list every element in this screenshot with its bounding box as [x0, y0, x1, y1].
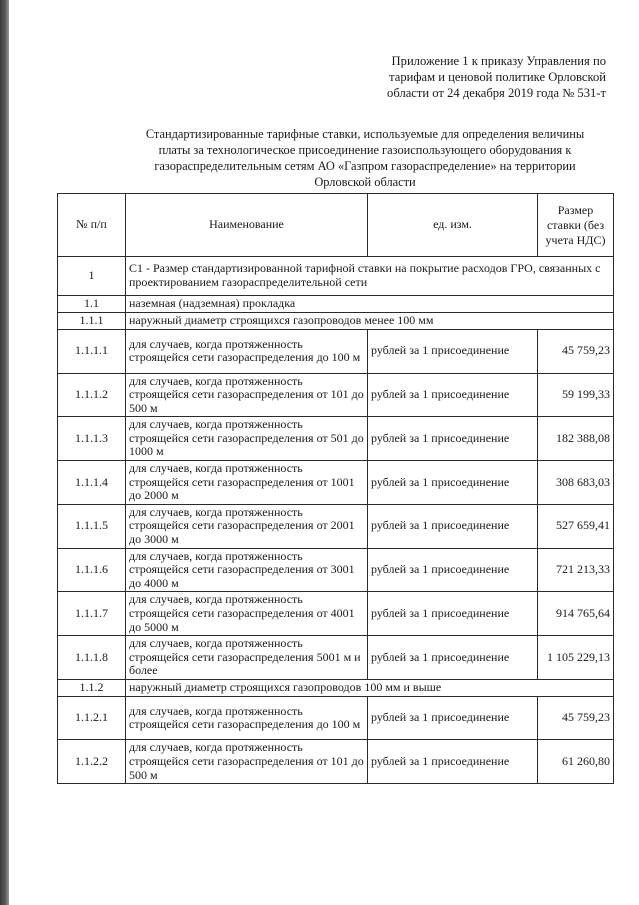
row-value: 1 105 229,13	[538, 636, 614, 680]
row-value: 45 759,23	[538, 330, 614, 374]
appendix-note	[366, 53, 606, 101]
row-value: 182 388,08	[538, 417, 614, 461]
row-num: 1.1.1.5	[58, 504, 126, 548]
row-name: для случаев, когда протяженность строящейся сети газораспределения от 3001 до 4000 м	[126, 548, 368, 592]
row-name: для случаев, когда протяженность строящейся сети газораспределения 5001 м и более	[126, 636, 368, 680]
row-num: 1.1.1.1	[58, 330, 126, 374]
row-value: 721 213,33	[538, 548, 614, 592]
table-row	[58, 330, 614, 374]
row-num: 1.1.1.2	[58, 373, 126, 417]
title-line: Орловской области	[314, 175, 416, 189]
header-rate-line: Размер	[557, 202, 594, 217]
table-row	[58, 548, 614, 592]
row-name: для случаев, когда протяженность строящейся сети газораспределения от 101 до 500 м	[126, 373, 368, 417]
row-unit: рублей за 1 присоединение	[368, 330, 538, 374]
row-value: 914 765,64	[538, 592, 614, 636]
group-row	[58, 313, 614, 330]
row-num: 1.1.1.6	[58, 548, 126, 592]
table-row	[58, 373, 614, 417]
row-unit: рублей за 1 присоединение	[368, 373, 538, 417]
section-row	[58, 257, 614, 296]
row-value: 61 260,80	[538, 740, 614, 784]
header-rate-line: ставки (без	[546, 217, 605, 232]
row-name: для случаев, когда протяженность строящейся сети газораспределения до 100 м	[126, 696, 368, 740]
header-num: № п/п	[58, 194, 126, 257]
tariff-table	[57, 193, 614, 784]
row-name: для случаев, когда протяженность строящейся сети газораспределения от 501 до 1000 м	[126, 417, 368, 461]
row-value: 308 683,03	[538, 461, 614, 505]
section-text: С1 - Размер стандартизированной тарифной ставки на покрытие расходов ГРО, связанных с проектированием газораспределительной сети	[126, 257, 614, 296]
table-row	[58, 461, 614, 505]
document-title	[118, 126, 612, 190]
row-name: для случаев, когда протяженность строящейся сети газораспределения от 1001 до 2000 м	[126, 461, 368, 505]
subsection-text: наземная (надземная) прокладка	[126, 296, 614, 313]
title-line: Стандартизированные тарифные ставки, используемые для определения величины	[145, 127, 585, 141]
row-name: для случаев, когда протяженность строящейся сети газораспределения от 101 до 500 м	[126, 740, 368, 784]
appendix-line: области от 24 декабря 2019 года № 531-т	[387, 86, 606, 100]
row-unit: рублей за 1 присоединение	[368, 548, 538, 592]
group-row	[58, 679, 614, 696]
table-row	[58, 417, 614, 461]
row-name: для случаев, когда протяженность строящейся сети газораспределения до 100 м	[126, 330, 368, 374]
appendix-line: Приложение 1 к приказу Управления по	[391, 54, 606, 68]
row-name: для случаев, когда протяженность строящейся сети газораспределения от 4001 до 5000 м	[126, 592, 368, 636]
table-row	[58, 740, 614, 784]
row-value: 45 759,23	[538, 696, 614, 740]
table-row	[58, 504, 614, 548]
title-line: платы за технологическое присоединение газоиспользующего оборудования к	[158, 143, 572, 157]
header-rate-line: учета НДС)	[545, 232, 606, 247]
row-num: 1.1.1.7	[58, 592, 126, 636]
row-unit: рублей за 1 присоединение	[368, 740, 538, 784]
section-num: 1	[58, 257, 126, 296]
row-num: 1.1.2.2	[58, 740, 126, 784]
row-num: 1.1.1.8	[58, 636, 126, 680]
header-rate	[538, 194, 614, 257]
scan-edge	[0, 0, 9, 905]
group-num: 1.1.1	[58, 313, 126, 330]
group-text: наружный диаметр строящихся газопроводов 100 мм и выше	[126, 679, 614, 696]
row-unit: рублей за 1 присоединение	[368, 461, 538, 505]
subsection-num: 1.1	[58, 296, 126, 313]
group-num: 1.1.2	[58, 679, 126, 696]
group-text: наружный диаметр строящихся газопроводов менее 100 мм	[126, 313, 614, 330]
row-name: для случаев, когда протяженность строящейся сети газораспределения от 2001 до 3000 м	[126, 504, 368, 548]
appendix-line: тарифам и ценовой политике Орловской	[389, 70, 606, 84]
table-row	[58, 636, 614, 680]
table-row	[58, 592, 614, 636]
table-header-row	[58, 194, 614, 257]
row-value: 59 199,33	[538, 373, 614, 417]
header-unit: ед. изм.	[368, 194, 538, 257]
title-line: газораспределительным сетям АО «Газпром газораспределение» на территории	[154, 159, 576, 173]
row-value: 527 659,41	[538, 504, 614, 548]
table-row	[58, 696, 614, 740]
row-unit: рублей за 1 присоединение	[368, 592, 538, 636]
row-num: 1.1.1.4	[58, 461, 126, 505]
row-num: 1.1.2.1	[58, 696, 126, 740]
header-name: Наименование	[126, 194, 368, 257]
row-unit: рублей за 1 присоединение	[368, 636, 538, 680]
row-unit: рублей за 1 присоединение	[368, 504, 538, 548]
row-num: 1.1.1.3	[58, 417, 126, 461]
row-unit: рублей за 1 присоединение	[368, 417, 538, 461]
row-unit: рублей за 1 присоединение	[368, 696, 538, 740]
subsection-row	[58, 296, 614, 313]
